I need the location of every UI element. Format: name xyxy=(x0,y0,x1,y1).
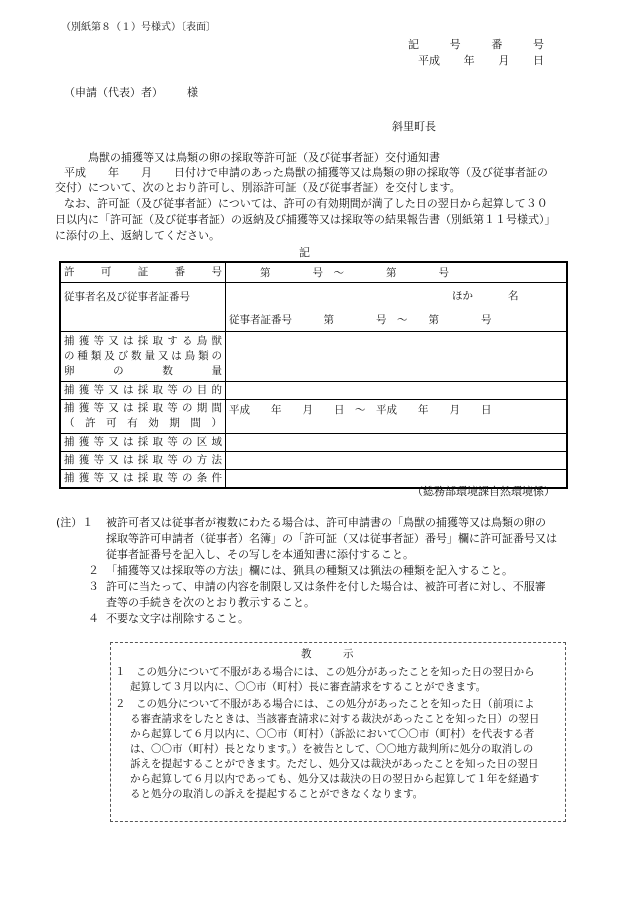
ban-label: 番 xyxy=(491,38,503,51)
note-3-line: 許可に当たって、申請の内容を制限し又は条件を付した場合は、被許可者に対し、不服審 xyxy=(106,580,546,593)
issuer-name: 斜里町長 xyxy=(392,120,436,133)
year-label: 年 xyxy=(463,54,475,67)
issue-date-row xyxy=(418,53,544,68)
go-label: 号 xyxy=(532,38,544,51)
species-quantity-value[interactable] xyxy=(226,331,568,381)
form-label: （別紙第８（１）号様式）〔表面〕 xyxy=(61,22,216,33)
method-value[interactable] xyxy=(226,451,568,469)
document-number-row xyxy=(408,37,544,52)
permit-number-label: 許 可 証 番 号 xyxy=(60,262,226,282)
instruction-line: は、〇〇市（町村）長となります。）を被告として、〇〇地方裁判所に処分の取消しの xyxy=(130,743,534,755)
table-row xyxy=(60,282,567,331)
instruction-line: 訴えを提起することができます。ただし、処分又は裁決があったことを知った日の翌日 xyxy=(130,758,539,770)
ki-label: 記 xyxy=(408,38,419,51)
method-label: 捕 獲 等 又 は 採 取 等 の 方 法 xyxy=(60,451,226,469)
table-row xyxy=(60,433,567,451)
note-2-number: ２ xyxy=(88,564,99,577)
body-line: 平成 年 月 日付けで申請のあった鳥獣の捕獲等又は鳥類の卵の採取等（及び従事者証の xyxy=(64,166,548,179)
note-1-line: 採取等許可申請者（従事者）名簿」の「許可証（又は従事者証）番号」欄に許可証番号又は xyxy=(106,532,557,545)
table-row xyxy=(60,381,567,399)
instruction-title: 教 示 xyxy=(301,648,354,660)
note-3-number: ３ xyxy=(88,580,99,593)
instruction-line: から起算して６月以内に、〇〇市（町村）（訴訟において〇〇市（町村）を代表する者 xyxy=(130,728,535,740)
worker-names-label: 従事者名及び従事者証番号 xyxy=(60,282,226,331)
note-prefix: (注）１ xyxy=(56,516,94,529)
period-label: 捕 獲 等 又 は 採 取 等 の 期 間 （ 許 可 有 効 期 間 ） xyxy=(60,399,226,433)
instruction-line: 起算して３月以内に、〇〇市（町村）長に審査請求をすることができます。 xyxy=(130,681,487,693)
instruction-line: る審査請求をしたときは、当該審査請求に対する裁決があったことを知った日）の翌日 xyxy=(130,713,540,725)
condition-label: 捕 獲 等 又 は 採 取 等 の 条 件 xyxy=(60,469,226,488)
instruction-line: １ この処分について不服がある場合には、この処分があったことを知った日の翌日から xyxy=(115,666,535,678)
era-label: 平成 xyxy=(418,54,440,67)
body-line: なお、許可証（及び従事者証）については、許可の有効期間が満了した日の翌日から起算して３０ xyxy=(64,197,548,210)
instruction-box xyxy=(110,642,566,822)
department-label: （総務部環境課自然環境係） xyxy=(412,485,555,498)
purpose-value[interactable] xyxy=(226,381,568,399)
worker-names-value[interactable] xyxy=(226,282,568,331)
note-4-number: ４ xyxy=(88,612,99,625)
period-value[interactable]: 平成 年 月 日 ～ 平成 年 月 日 xyxy=(226,399,568,433)
addressee-label: （申請（代表）者） xyxy=(64,86,163,99)
addressee-sama: 様 xyxy=(187,86,198,99)
table-row xyxy=(60,399,567,433)
go-label: 号 xyxy=(449,38,461,51)
table-row xyxy=(60,262,567,282)
instruction-line: から起算して６月以内であっても、処分又は裁決の日の翌日から起算して１年を経過す xyxy=(130,773,540,785)
area-value[interactable] xyxy=(226,433,568,451)
note-1-line: 被許可者又は従事者が複数にわたる場合は、許可申請書の「鳥獣の捕獲等又は鳥類の卵の xyxy=(106,516,546,529)
month-label: 月 xyxy=(498,54,510,67)
day-label: 日 xyxy=(532,54,544,67)
table-row xyxy=(60,451,567,469)
hoka-label: ほか xyxy=(452,289,473,302)
purpose-label: 捕 獲 等 又 は 採 取 等 の 目 的 xyxy=(60,381,226,399)
note-3-line: 査等の手続きを次のとおり教示すること。 xyxy=(106,596,315,609)
instruction-line: ると処分の取消しの訴えを提起することができなくなります。 xyxy=(130,788,424,800)
note-4-text: 不要な文字は削除すること。 xyxy=(106,612,249,625)
permit-details-table xyxy=(59,261,568,489)
note-1-line: 従事者証番号を記入し、その写しを本通知書に添付すること。 xyxy=(106,548,414,561)
area-label: 捕 獲 等 又 は 採 取 等 の 区 域 xyxy=(60,433,226,451)
note-2-text: 「捕獲等又は採取等の方法」欄には、猟具の種類又は猟法の種類を記入すること。 xyxy=(106,564,513,577)
body-line: 日以内に「許可証（及び従事者証）の返納及び捕獲等又は採取等の結果報告書（別紙第１１号様式）」 xyxy=(55,213,556,226)
ki-heading: 記 xyxy=(299,246,310,259)
table-row xyxy=(60,331,567,381)
worker-cert-number: 従事者証番号 第 号 ～ 第 号 xyxy=(229,313,492,326)
instruction-line: ２ この処分について不服がある場合には、この処分があったことを知った日（前項によ xyxy=(115,698,535,710)
body-line: に添付の上、返納してください。 xyxy=(55,229,220,242)
document-title: 鳥獣の捕獲等又は鳥類の卵の採取等許可証（及び従事者証）交付通知書 xyxy=(88,151,440,164)
mei-label: 名 xyxy=(508,289,519,302)
permit-number-value[interactable]: 第 号 ～ 第 号 xyxy=(226,262,568,282)
body-line: 交付）について、次のとおり許可し、別添許可証（及び従事者証）を交付します。 xyxy=(55,181,461,194)
species-quantity-label: 捕 獲 等 又 は 採 取 す る 鳥 獣 の 種 類 及 び 数 量 又 は 鳥 類 の 卵 の 数 量 xyxy=(60,331,226,381)
